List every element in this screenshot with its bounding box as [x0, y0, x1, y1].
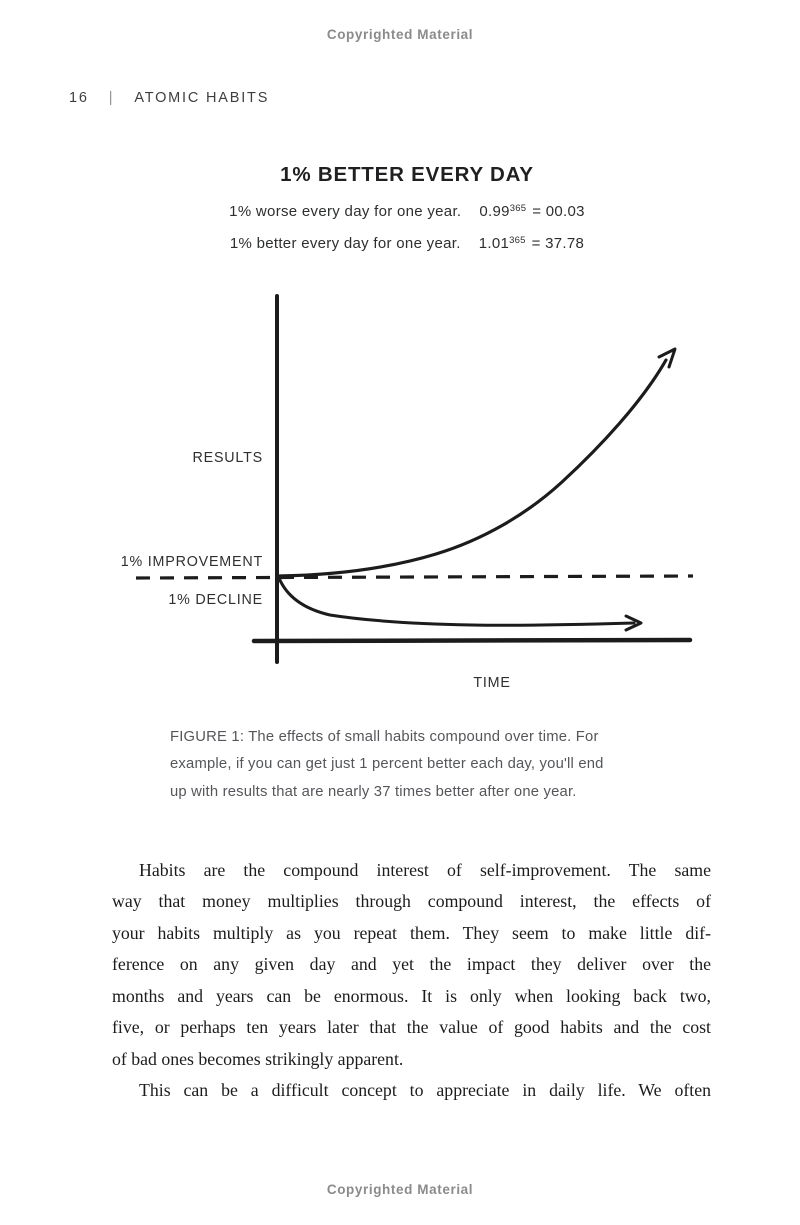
equation-better-formula: $1.01^{365} = 37.78$ — [478, 235, 585, 252]
growth-curve-arrowhead — [659, 349, 675, 367]
body-line: months and years can be enormous. It is only when looking back two, — [112, 985, 711, 1006]
exponent: 365 — [509, 203, 527, 214]
exponent: 365 — [509, 235, 526, 246]
improvement-annotation: 1% IMPROVEMENT — [120, 554, 263, 570]
equation-worse-formula: $0.99^{365} = 00.03$ — [479, 203, 585, 220]
equation-better-result: = 37.78 — [531, 235, 585, 252]
body-line: your habits multiply as you repeat them. They seem to make little dif- — [112, 922, 711, 943]
equation-worse — [0, 203, 800, 220]
equation-better — [0, 235, 800, 252]
decay-curve — [279, 578, 634, 625]
body-line: five, or perhaps ten years later that the value of good habits and the cost — [112, 1017, 711, 1038]
header-separator: | — [108, 90, 115, 106]
running-header — [69, 90, 269, 106]
caption-line: up with results that are nearly 37 times better after one year. — [170, 783, 577, 800]
copyright-notice-top: Copyrighted Material — [326, 27, 474, 42]
caption-line: FIGURE 1: The effects of small habits compound over time. For — [170, 729, 599, 745]
body-text — [112, 855, 711, 1107]
equation-worse-label: 1% worse every day for one year. — [229, 203, 462, 220]
body-line: ference on any given day and yet the impact they deliver over the — [112, 954, 711, 975]
body-line: Habits are the compound interest of self-improvement. The same — [139, 860, 711, 880]
book-title: ATOMIC HABITS — [134, 90, 270, 106]
figure-title: 1% BETTER EVERY DAY — [280, 163, 534, 186]
caption-line: example, if you can get just 1 percent better each day, you'll end — [170, 756, 604, 773]
x-axis-label: TIME — [473, 675, 511, 691]
improvement-reference-dashed-line — [136, 576, 693, 578]
x-axis — [254, 640, 690, 641]
copyright-notice-bottom: Copyrighted Material — [326, 1182, 474, 1197]
equation-better-label: 1% better every day for one year. — [229, 235, 461, 252]
y-axis-label: RESULTS — [192, 450, 263, 466]
body-line: of bad ones becomes strikingly apparent. — [112, 1048, 404, 1069]
growth-curve — [279, 360, 666, 576]
body-line: way that money multiplies through compound interest, the effects of — [112, 891, 711, 912]
equation-worse-result: = 00.03 — [532, 203, 585, 220]
habit-compound-chart — [0, 280, 800, 700]
decline-annotation: 1% DECLINE — [168, 592, 263, 608]
page-number: 16 — [69, 90, 89, 106]
body-line: This can be a difficult concept to appreciate in daily life. We often — [139, 1080, 711, 1101]
figure-caption — [170, 724, 670, 806]
